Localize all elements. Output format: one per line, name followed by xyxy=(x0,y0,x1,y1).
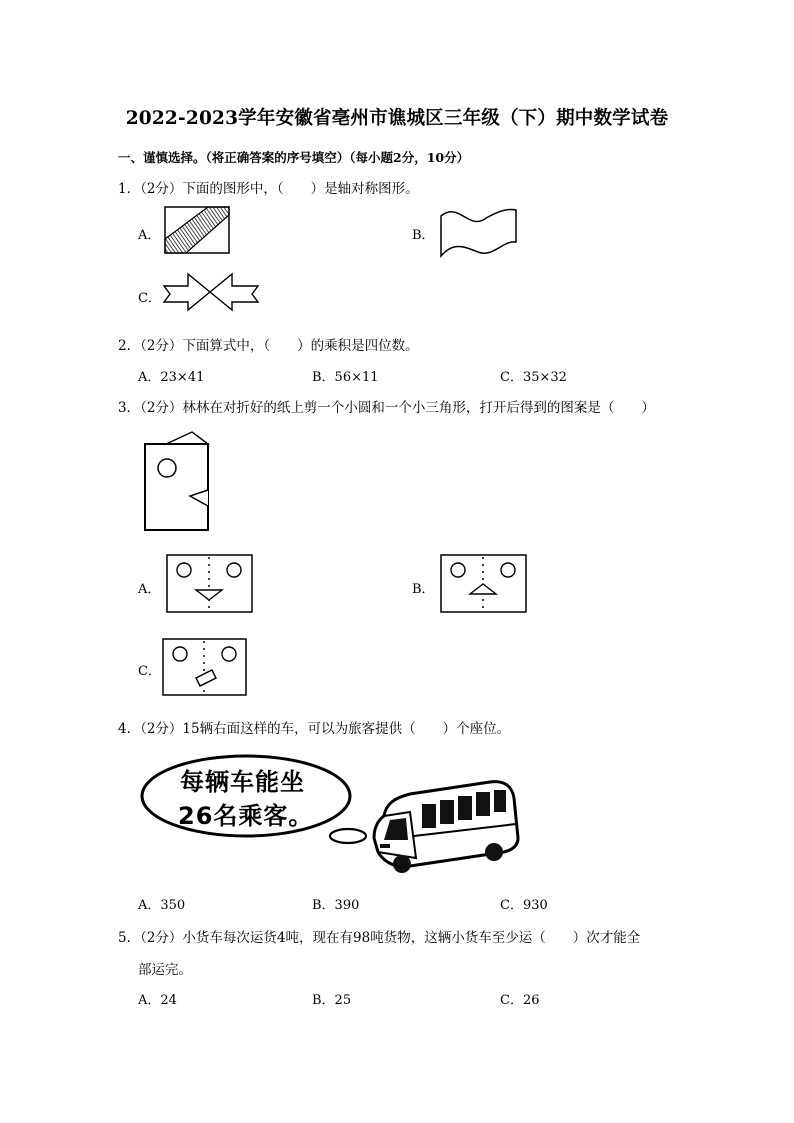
question-5-line1: 5．（2分）小货车每次运货4吨，现在有98吨货物，这辆小货车至少运（ ）次才能全 xyxy=(118,930,641,946)
bubble-text-line1: 每辆车能坐 xyxy=(180,768,305,796)
bus-illustration xyxy=(370,778,522,878)
bubble-text-line2: 26名乘客。 xyxy=(178,802,314,830)
q4-option-a: A．350 xyxy=(138,898,186,913)
q1-option-c-label: C． xyxy=(138,291,161,306)
section-heading: 一、谨慎选择。（将正确答案的序号填空）（每小题2分，10分） xyxy=(118,150,470,165)
q1-option-b-label: B． xyxy=(412,228,435,243)
q2-option-c: C．35×32 xyxy=(500,370,567,385)
q4-option-b: B．390 xyxy=(312,898,360,913)
q1-option-a-figure xyxy=(164,206,232,256)
q1-option-c-figure xyxy=(160,270,260,314)
q4-option-c: C．930 xyxy=(500,898,548,913)
q3-option-c-figure xyxy=(162,638,248,698)
page-title: 2022-2023学年安徽省亳州市谯城区三年级（下）期中数学试卷 xyxy=(125,108,669,129)
q1-option-b-figure xyxy=(438,206,520,258)
q3-option-c-label: C． xyxy=(138,664,161,679)
question-2: 2．（2分）下面算式中，（ ）的乘积是四位数。 xyxy=(118,338,419,354)
q3-option-a-label: A． xyxy=(138,582,161,597)
q3-option-b-figure xyxy=(440,554,528,614)
q1-option-a-label: A． xyxy=(138,228,161,243)
folded-paper-figure xyxy=(140,428,216,534)
question-4: 4．（2分）15辆右面这样的车，可以为旅客提供（ ）个座位。 xyxy=(118,721,511,737)
q2-option-a: A．23×41 xyxy=(138,370,205,385)
question-1: 1．（2分）下面的图形中，（ ）是轴对称图形。 xyxy=(118,181,419,197)
q5-option-a: A．24 xyxy=(138,993,177,1008)
q3-option-a-figure xyxy=(166,554,254,614)
q2-option-b: B．56×11 xyxy=(312,370,379,385)
question-3: 3．（2分）林林在对折好的纸上剪一个小圆和一个小三角形，打开后得到的图案是（ ） xyxy=(118,400,655,416)
q5-option-c: C．26 xyxy=(500,993,540,1008)
q5-option-b: B．25 xyxy=(312,993,352,1008)
q3-option-b-label: B． xyxy=(412,582,435,597)
question-5-line2: 部运完。 xyxy=(138,962,192,978)
